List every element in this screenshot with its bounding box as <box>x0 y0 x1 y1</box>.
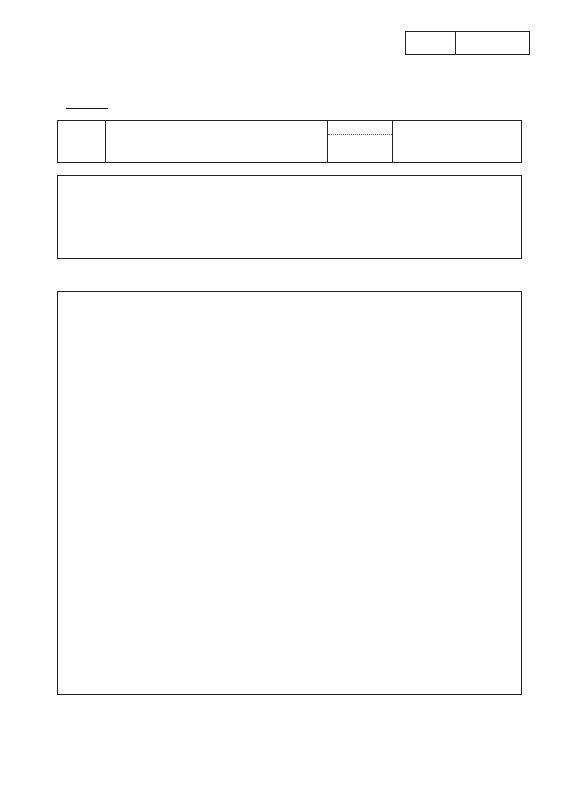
name-label-cell <box>328 121 393 162</box>
name-field[interactable] <box>393 121 521 162</box>
year-blank[interactable] <box>66 95 108 109</box>
address-field[interactable] <box>106 121 328 162</box>
calculation-table <box>57 291 522 695</box>
form-number-label <box>406 32 456 54</box>
form-number-field[interactable] <box>456 32 529 54</box>
title-line2 <box>64 93 132 109</box>
name-label <box>328 135 392 162</box>
instructions-box <box>57 175 522 259</box>
form-number-box <box>405 31 530 55</box>
furigana-label <box>328 121 392 135</box>
address-name-box <box>57 120 522 163</box>
address-label-cell <box>58 121 106 162</box>
